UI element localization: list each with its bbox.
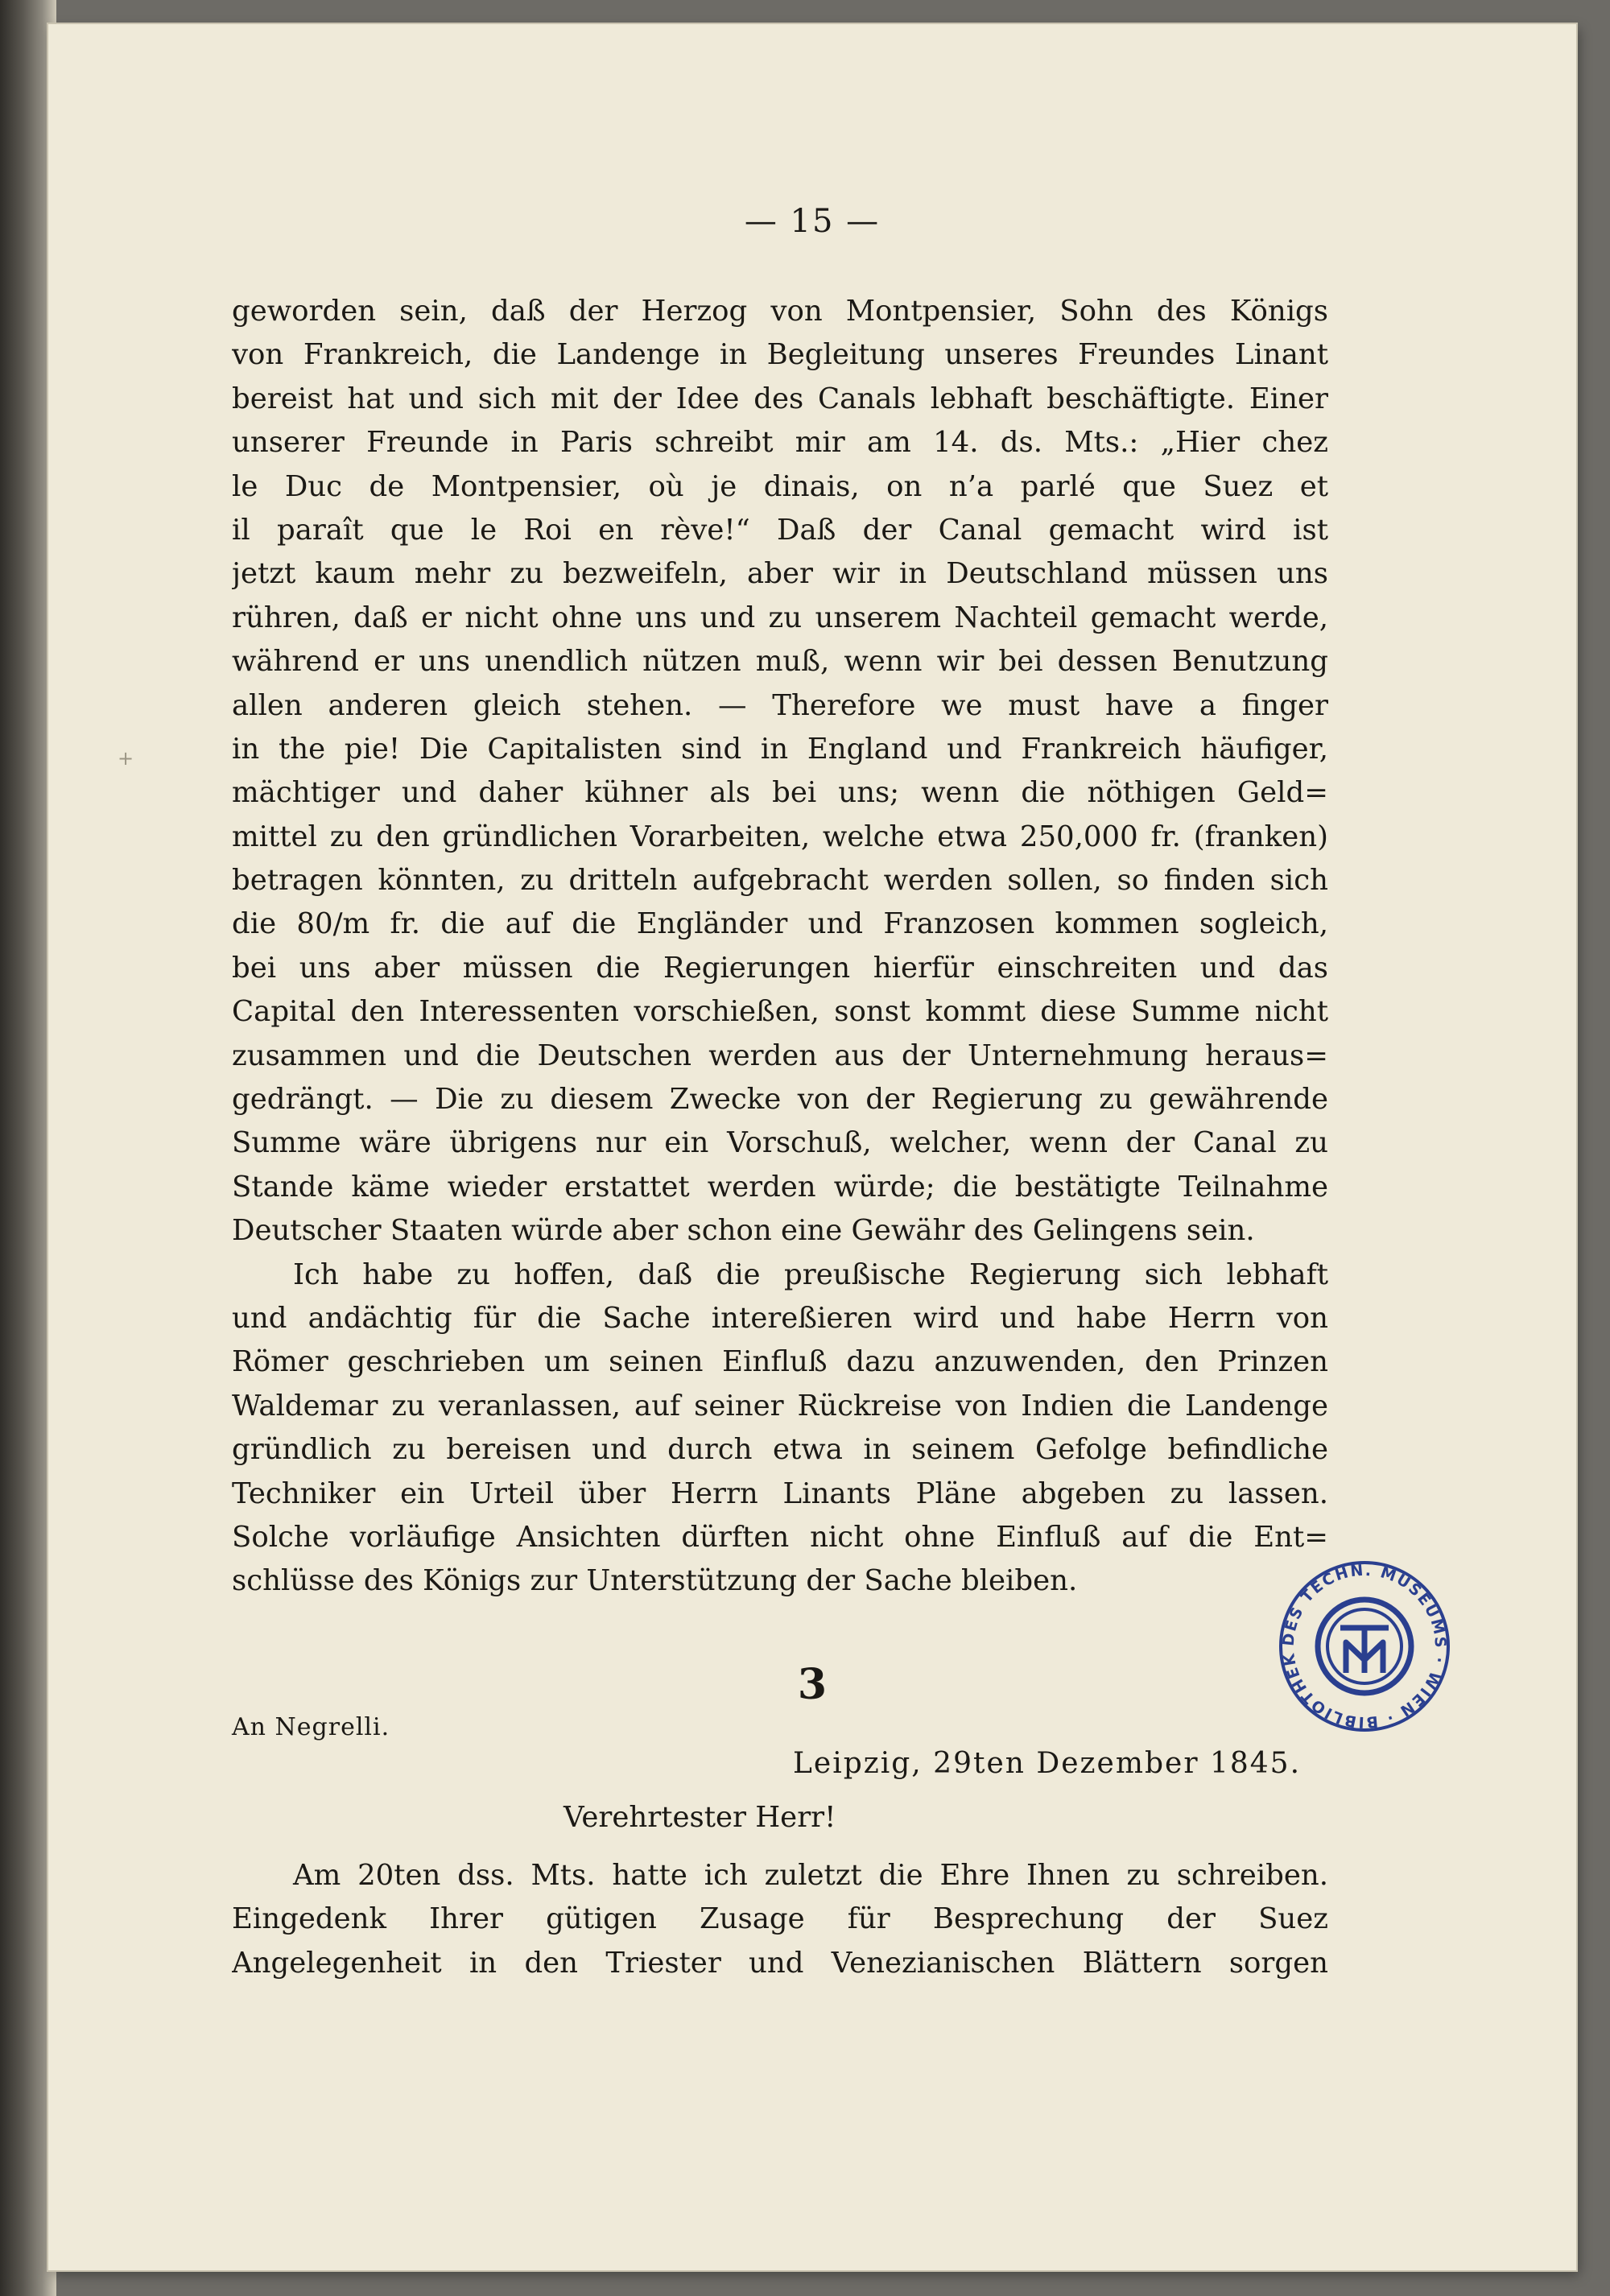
text-line: allen anderen gleich stehen. — Therefore we must have a finger <box>232 688 1328 722</box>
text-line: Waldemar zu veranlassen, auf seiner Rückreise von Indien die Landenge <box>232 1389 1328 1423</box>
text-line: Eingedenk Ihrer gütigen Zusage für Besprechung der Suez <box>232 1902 1328 1936</box>
text-line: Am 20ten dss. Mts. hatte ich zuletzt die Ehre Ihnen zu schreiben. <box>293 1859 1328 1892</box>
text-line: Summe wäre übrigens nur ein Vorschuß, welcher, wenn der Canal zu <box>232 1126 1328 1160</box>
text-line: von Frankreich, die Landenge in Begleitung unseres Freundes Linant <box>232 338 1328 372</box>
text-line: Solche vorläufige Ansichten dürften nicht ohne Einfluß auf die Ent= <box>232 1520 1328 1554</box>
library-stamp-icon <box>1272 1554 1457 1739</box>
text-line: Römer geschrieben um seinen Einfluß dazu anzuwenden, den Prinzen <box>232 1345 1328 1379</box>
text-line: schlüsse des Königs zur Unterstützung der Sache bleiben. <box>232 1564 1078 1598</box>
text-line: gründlich zu bereisen und durch etwa in seinem Gefolge befindliche <box>232 1433 1328 1467</box>
text-line: während er uns unendlich nützen muß, wenn wir bei dessen Benutzung <box>232 645 1328 679</box>
letter-recipient: An Negrelli. <box>232 1713 390 1741</box>
text-line: bei uns aber müssen die Regierungen hierfür einschreiten und das <box>232 951 1328 985</box>
text-line: mittel zu den gründlichen Vorarbeiten, welche etwa 250,000 fr. (franken) <box>232 820 1328 853</box>
text-line: jetzt kaum mehr zu bezweifeln, aber wir in Deutschland müssen uns <box>232 557 1328 591</box>
text-line: unserer Freunde in Paris schreibt mir am 14. ds. Mts.: „Hier chez <box>232 426 1328 460</box>
stamp-ring-text: DES TECHN. MUSEUMS · WIEN · BIBLIOTHEK <box>1279 1561 1450 1732</box>
text-line: Deutscher Staaten würde aber schon eine Gewähr des Gelingens sein. <box>232 1214 1255 1248</box>
page-number: — 15 — <box>744 203 881 240</box>
text-line: betragen könnten, zu dritteln aufgebracht werden sollen, so finden sich <box>232 864 1328 898</box>
text-line: gedrängt. — Die zu diesem Zwecke von der Regierung zu gewährende <box>232 1083 1328 1117</box>
letter-place-date: Leipzig, 29ten Dezember 1845. <box>793 1747 1302 1780</box>
text-line: Techniker ein Urteil über Herrn Linants Pläne abgeben zu lassen. <box>232 1476 1328 1510</box>
text-line: Ich habe zu hoffen, daß die preußische Regierung sich lebhaft <box>293 1257 1328 1291</box>
text-line: die 80/m fr. die auf die Engländer und Franzosen kommen sogleich, <box>232 907 1328 941</box>
text-line: mächtiger und daher kühner als bei uns; wenn die nöthigen Geld= <box>232 776 1328 810</box>
book-page <box>48 24 1576 2270</box>
text-line: Stande käme wieder erstattet werden würde; die bestätigte Teilnahme <box>232 1170 1328 1204</box>
text-line: zusammen und die Deutschen werden aus der Unternehmung heraus= <box>232 1039 1328 1072</box>
text-line: geworden sein, daß der Herzog von Montpensier, Sohn des Königs <box>232 295 1328 328</box>
letter-number: 3 <box>797 1660 828 1709</box>
text-line: le Duc de Montpensier, où je dinais, on n’a parlé que Suez et <box>232 469 1328 503</box>
text-line: und andächtig für die Sache intereßieren wird und habe Herrn von <box>232 1301 1328 1335</box>
text-line: in the pie! Die Capitalisten sind in England und Frankreich häufiger, <box>232 732 1328 766</box>
text-line: Capital den Interessenten vorschießen, sonst kommt diese Summe nicht <box>232 995 1328 1029</box>
body-text <box>232 290 1328 1604</box>
text-line: bereist hat und sich mit der Idee des Canals lebhaft beschäftigte. Einer <box>232 382 1328 415</box>
text-line: rühren, daß er nicht ohne uns und zu unserem Nachteil gemacht werde, <box>232 601 1328 634</box>
letter-salutation: Verehrtester Herr! <box>564 1801 836 1834</box>
margin-mark: + <box>118 747 134 770</box>
letter-body <box>232 1854 1328 1985</box>
text-line: Angelegenheit in den Triester und Venezianischen Blättern sorgen <box>232 1946 1328 1980</box>
text-line: il paraît que le Roi en rève!“ Daß der Canal gemacht wird ist <box>232 513 1328 547</box>
